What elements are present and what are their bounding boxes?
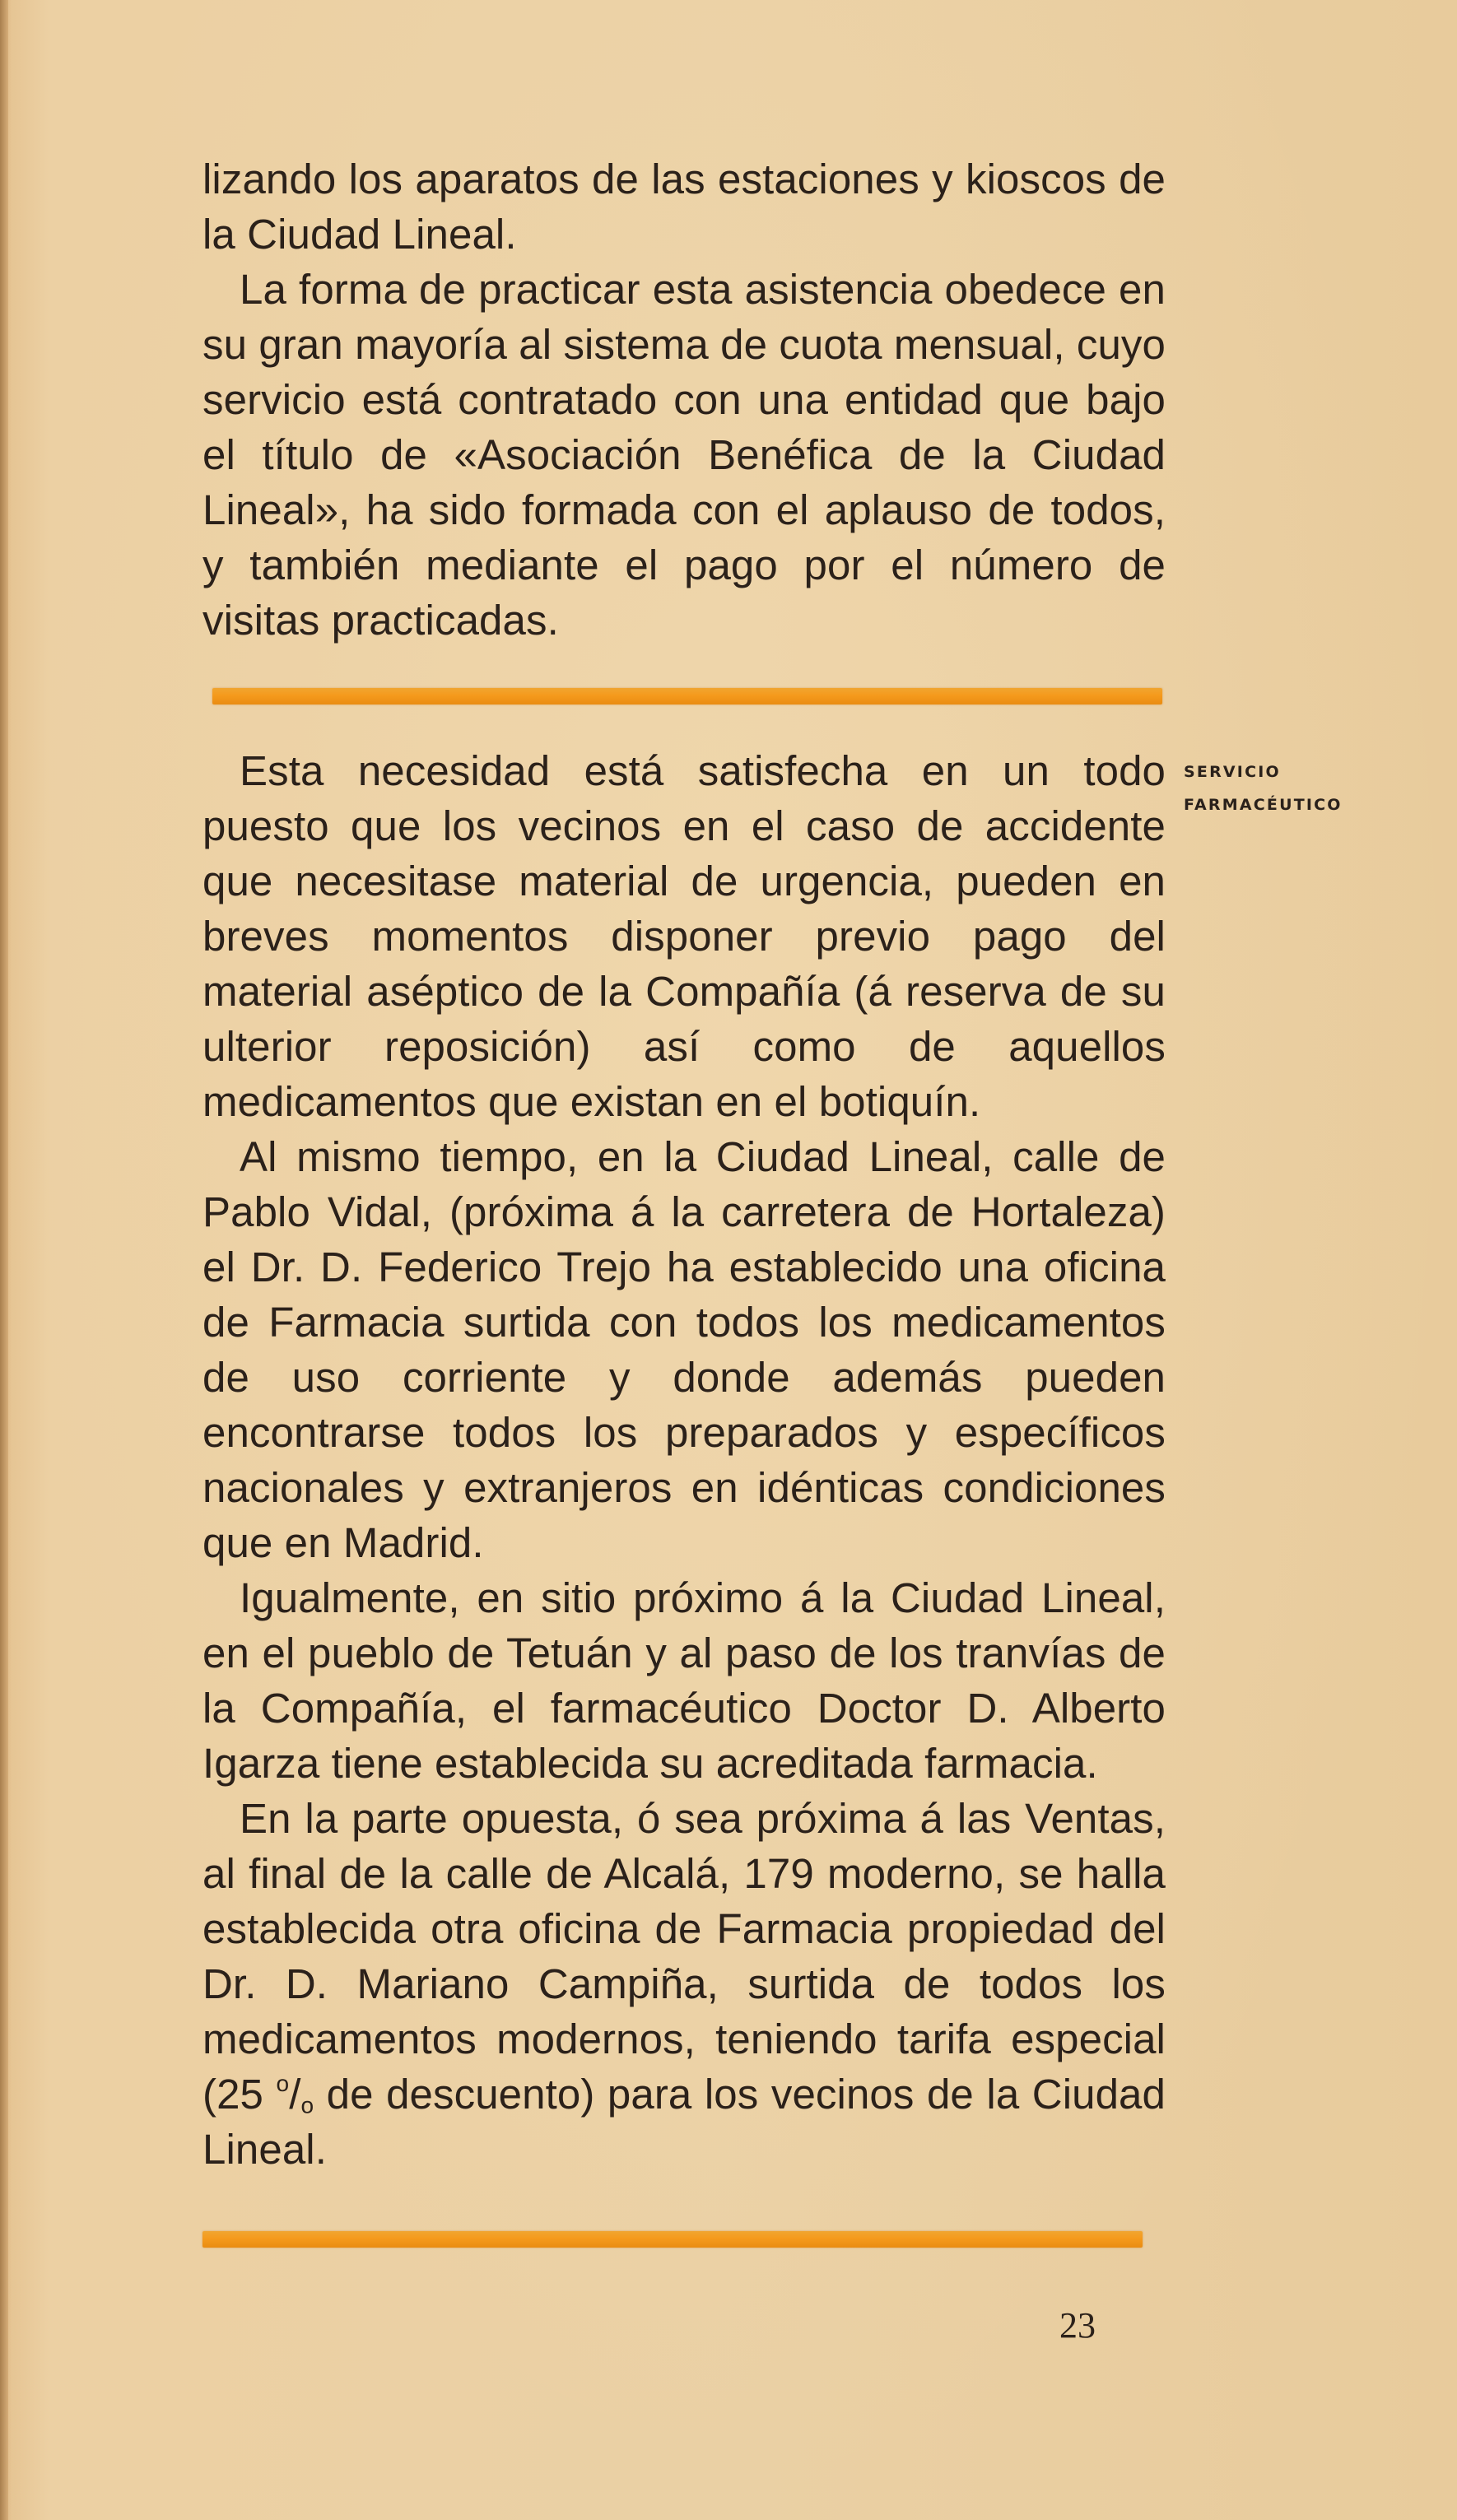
margin-heading-line: FARMACÉUTICO <box>1184 796 1343 814</box>
percent-sign-top: o <box>276 2070 290 2096</box>
paragraph: Al mismo tiempo, en la Ciudad Lineal, calle de Pablo Vidal, (próxima á la carretera de Hortaleza) el Dr. D. Federico Trejo ha establecido una oficina de Farmacia surtida con todos los medicamentos de uso corriente y donde además pueden encontrarse todos los preparados y específicos nacionales y extranjeros en idénticas condiciones que en Madrid. <box>202 1133 1166 1566</box>
paragraph-text: En la parte opuesta, ó sea próxima á las Ventas, al final de la calle de Alcalá, 179 moderno, se halla establecida otra oficina de Farmacia propiedad del Dr. D. Mariano Campiña, surtida de todos los medicamentos modernos, teniendo tarifa especial (25 <box>202 1795 1166 2118</box>
margin-heading-line: SERVICIO <box>1184 763 1281 781</box>
paragraph <box>202 1791 1166 2177</box>
text-block-top <box>202 151 1166 648</box>
page-number: 23 <box>1059 2305 1096 2346</box>
percent-sign-bottom: o <box>300 2092 314 2118</box>
margin-heading <box>1184 756 1390 821</box>
paragraph: Esta necesidad está satisfecha en un todo puesto que los vecinos en el caso de accidente que necesitase material de urgencia, pueden en breves momentos disponer previo pago del material aséptico de la Compañía (á reserva de su ulterior reposición) así como de aquellos medicamentos que existan en el botiquín. <box>202 747 1166 1125</box>
paragraph-text: de descuento) para los vecinos de la Ciudad Lineal. <box>202 2071 1166 2173</box>
percent-sign-slash: / <box>289 2071 301 2118</box>
paragraph: Igualmente, en sitio próximo á la Ciudad Lineal, en el pueblo de Tetuán y al paso de los tranvías de la Compañía, el farmacéutico Doctor D. Alberto Igarza tiene establecida su acreditada farmacia. <box>202 1574 1166 1787</box>
orange-divider-rule <box>202 2231 1143 2248</box>
paragraph: La forma de practicar esta asistencia obedece en su gran mayoría al sistema de cuota mensual, cuyo servicio está contratado con una entidad que bajo el título de «Asociación Benéfica de la Ciudad Lineal», ha sido formada con el aplauso de todos, y también mediante el pago por el número de visitas practicadas. <box>202 266 1166 644</box>
text-block-bottom <box>202 743 1166 2177</box>
orange-divider-rule <box>212 688 1162 704</box>
binding-edge <box>0 0 8 2520</box>
paragraph: lizando los aparatos de las estaciones y kioscos de la Ciudad Lineal. <box>202 156 1166 258</box>
